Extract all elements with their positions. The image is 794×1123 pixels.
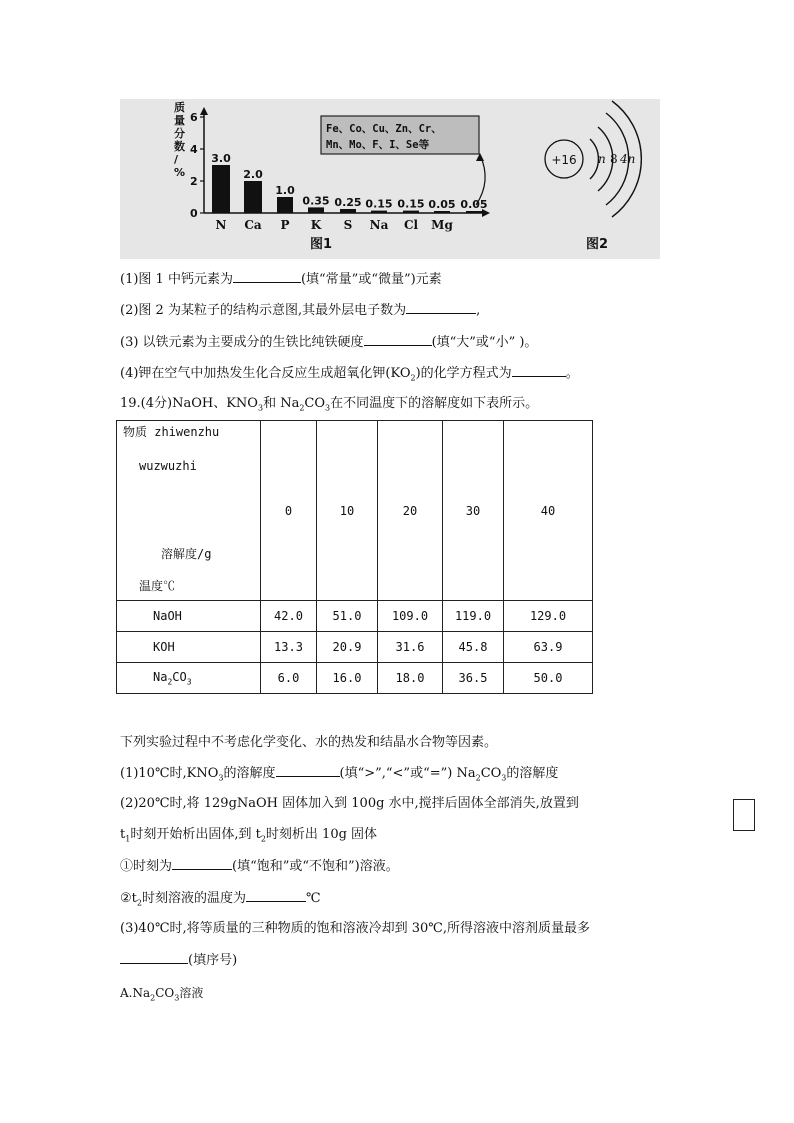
temp-header: 30: [443, 421, 504, 601]
temp-header: 0: [261, 421, 317, 601]
q19-p1-c: (填“>”,“<”或“=”) Na: [339, 766, 476, 781]
q19-part1: [120, 764, 558, 788]
bar-Na: [371, 211, 387, 213]
table-cell: 16.0: [317, 663, 378, 694]
row-name: KOH: [117, 632, 261, 663]
q19-p2d-blank[interactable]: [246, 889, 306, 902]
table-cell: 31.6: [378, 632, 443, 663]
corner-top: 物质 zhiwenzhu: [123, 425, 220, 439]
opt-a-sub2: 3: [174, 993, 180, 1003]
q19-part2d: [120, 889, 321, 913]
value-label: 0.05: [428, 198, 456, 211]
callout-line1: Fe、Co、Cu、Zn、Cr、: [326, 123, 442, 135]
category-label: Mg: [431, 218, 453, 232]
q19-part3: (3)40℃时,将等质量的三种物质的饱和溶液冷却到 30℃,所得溶液中溶剂质量最多: [120, 921, 590, 936]
q18-part1: [120, 270, 442, 289]
q18-part1-text: (1)图 1 中钙元素为: [120, 272, 233, 287]
q19-p2d-b: 时刻溶液的温度为: [141, 891, 246, 906]
y-axis-label: [174, 100, 185, 179]
bar-N: [212, 165, 230, 213]
opt-a-a: A.Na: [120, 986, 151, 1000]
category-label: Ca: [244, 218, 262, 232]
table-row: [117, 663, 593, 694]
value-label: 3.0: [211, 152, 231, 165]
figure-svg: [120, 99, 660, 259]
row-name-co: CO: [172, 669, 187, 684]
shell-label-8: 8: [610, 152, 618, 166]
bar-Ca: [244, 181, 262, 213]
q19-intro-d: 在不同温度下的溶解度如下表所示。: [330, 396, 539, 411]
q19-p1-e: 的溶解度: [506, 766, 559, 781]
q18-part4-blank[interactable]: [512, 364, 566, 377]
q18-part2: [120, 301, 480, 320]
table-cell: 45.8: [443, 632, 504, 663]
table-cell: 119.0: [443, 601, 504, 632]
y-ticks: [190, 111, 204, 220]
value-label: 2.0: [243, 168, 263, 181]
opt-a-c: 溶液: [179, 986, 204, 1000]
q19-p2b-a: t: [120, 827, 126, 842]
bar-extra: [466, 211, 482, 213]
q19-part3b: [120, 951, 237, 970]
q19-intro-b: 和 Na: [263, 396, 300, 411]
category-label: P: [280, 218, 290, 232]
q19-part2c: [120, 857, 399, 876]
bar-S: [340, 209, 356, 213]
y-tick-label: 4: [190, 143, 198, 156]
bar-Cl: [403, 211, 419, 213]
table-cell: 63.9: [504, 632, 593, 663]
row-name: [117, 663, 261, 694]
table-cell: 6.0: [261, 663, 317, 694]
y-tick-label: 2: [190, 175, 198, 188]
table-cell: 36.5: [443, 663, 504, 694]
y-tick-label: 6: [190, 111, 198, 124]
q19-intro-a: 19.(4分)NaOH、KNO: [120, 396, 258, 411]
q18-part4-text2: )的化学方程式为: [415, 366, 512, 381]
table-row: [117, 632, 593, 663]
temp-header: 40: [504, 421, 593, 601]
q19-p2b-b: 时刻开始析出固体,到 t: [130, 827, 261, 842]
q19-p1-a: (1)10℃时,KNO: [120, 766, 219, 781]
category-labels: [216, 218, 454, 232]
opt-a-b: CO: [155, 986, 175, 1000]
q18-part3: [120, 333, 537, 352]
q19-intro-sub3: 3: [325, 403, 331, 413]
q19-p2d-a: ②t: [120, 891, 137, 906]
table-cell: 42.0: [261, 601, 317, 632]
q19-intro: [120, 395, 538, 418]
table-row: [117, 601, 593, 632]
category-label: K: [310, 218, 322, 232]
q19-p2b-sub1: 1: [125, 834, 131, 844]
q19-option-a[interactable]: [120, 984, 203, 1007]
table-cell: 109.0: [378, 601, 443, 632]
row-name: NaOH: [117, 601, 261, 632]
table-cell: 50.0: [504, 663, 593, 694]
q18-part4: [120, 364, 579, 388]
q18-part4-tail: 。: [565, 366, 579, 381]
temp-header: 10: [317, 421, 378, 601]
corner-bottom: 温度℃: [139, 579, 176, 593]
y-label-char: 数: [174, 140, 185, 153]
table-corner-cell: [117, 421, 261, 601]
value-label: 0.05: [460, 198, 488, 211]
shell-label-4n: 4n: [620, 152, 636, 166]
q19-part2b: [120, 826, 377, 849]
corner-second: wuzwuzhi: [139, 459, 197, 473]
category-label: N: [215, 218, 227, 232]
q19-p1-sub2: 2: [475, 773, 481, 783]
temp-header: 20: [378, 421, 443, 601]
category-label: S: [343, 218, 353, 232]
q19-p1-d: CO: [480, 766, 502, 781]
value-label: 0.15: [397, 197, 425, 211]
q19-p2d-unit: ℃: [306, 891, 321, 906]
q18-part3-hint: (填“大”或“小” )。: [431, 335, 538, 350]
q19-p2b-sub2: 2: [260, 834, 266, 844]
category-label: Na: [369, 218, 389, 232]
y-label-char: 质: [174, 101, 185, 114]
value-label: 0.35: [302, 194, 330, 208]
q19-intro-c: CO: [304, 396, 326, 411]
q19-p2c-a: ①时刻为: [120, 859, 173, 874]
table-cell: 18.0: [378, 663, 443, 694]
table-cell: 20.9: [317, 632, 378, 663]
value-label: 0.25: [334, 196, 362, 209]
bar-P: [277, 197, 293, 213]
nucleus-charge: +16: [551, 153, 577, 167]
q19-p1-sub1: 3: [218, 773, 224, 783]
shell-label-n: n: [598, 152, 606, 166]
y-axis-arrow: [200, 107, 208, 115]
q19-p2c-b: (填“饱和”或“不饱和”)溶液。: [232, 859, 399, 874]
q18-part4-sub: 2: [410, 373, 416, 383]
table-header-row: [117, 421, 593, 601]
value-label: 0.15: [365, 197, 393, 211]
q19-p2b-c: 时刻析出 10g 固体: [265, 827, 378, 842]
row-name-sub2: 3: [186, 677, 192, 687]
q19-p1-b: 的溶解度: [223, 766, 276, 781]
q19-p2c-blank[interactable]: [172, 857, 232, 870]
q18-part4-text: (4)钾在空气中加热发生化合反应生成超氧化钾(KO: [120, 366, 411, 381]
q18-part3-text: (3) 以铁元素为主要成分的生铁比纯铁硬度: [120, 335, 364, 350]
row-name-main: Na: [153, 669, 168, 684]
callout-line2: Mn、Mo、F、I、Se等: [326, 139, 430, 151]
figure1-caption: 图1: [310, 237, 333, 252]
figure-strip: [120, 99, 660, 259]
q19-p3b-hint: (填序号): [188, 953, 238, 968]
value-label: 1.0: [275, 184, 295, 197]
bar-Mg: [434, 211, 450, 213]
solubility-table: [116, 420, 593, 694]
figure2-caption: 图2: [586, 237, 609, 252]
q19-p2d-sub: 2: [136, 898, 142, 908]
q19-part2: (2)20℃时,将 129gNaOH 固体加入到 100g 水中,搅拌后固体全部消失,放置到: [120, 796, 579, 811]
y-label-char: 量: [174, 114, 185, 127]
q19-p1-blank[interactable]: [276, 764, 340, 777]
bar-K: [308, 207, 324, 213]
q19-intro-sub1: 3: [257, 403, 264, 413]
y-tick-label: 0: [190, 207, 198, 220]
q19-p3b-blank[interactable]: [120, 951, 188, 964]
category-label: Cl: [403, 218, 419, 232]
q18-part1-blank[interactable]: [233, 270, 301, 283]
q18-part1-hint: (填“常量”或“微量”)元素: [300, 272, 442, 287]
q18-part2-blank[interactable]: [406, 301, 476, 314]
table-cell: 13.3: [261, 632, 317, 663]
y-label-char: 分: [174, 127, 185, 140]
corner-mid: 溶解度/g: [161, 547, 212, 561]
table-cell: 129.0: [504, 601, 593, 632]
q19-intro-sub2: 2: [299, 403, 305, 413]
q19-p1-sub3: 3: [501, 773, 507, 783]
table-cell: 51.0: [317, 601, 378, 632]
y-label-char: %: [174, 166, 186, 179]
q18-part2-text: (2)图 2 为某粒子的结构示意图,其最外层电子数为: [120, 303, 407, 318]
side-answer-box[interactable]: [733, 799, 755, 831]
y-label-char: /: [174, 153, 179, 166]
opt-a-sub1: 2: [150, 993, 156, 1003]
q18-part3-blank[interactable]: [364, 333, 432, 346]
row-name-sub1: 2: [167, 677, 173, 687]
q19-note: 下列实验过程中不考虑化学变化、水的热发和结晶水合物等因素。: [120, 735, 498, 750]
q18-part2-tail: ,: [476, 303, 481, 318]
